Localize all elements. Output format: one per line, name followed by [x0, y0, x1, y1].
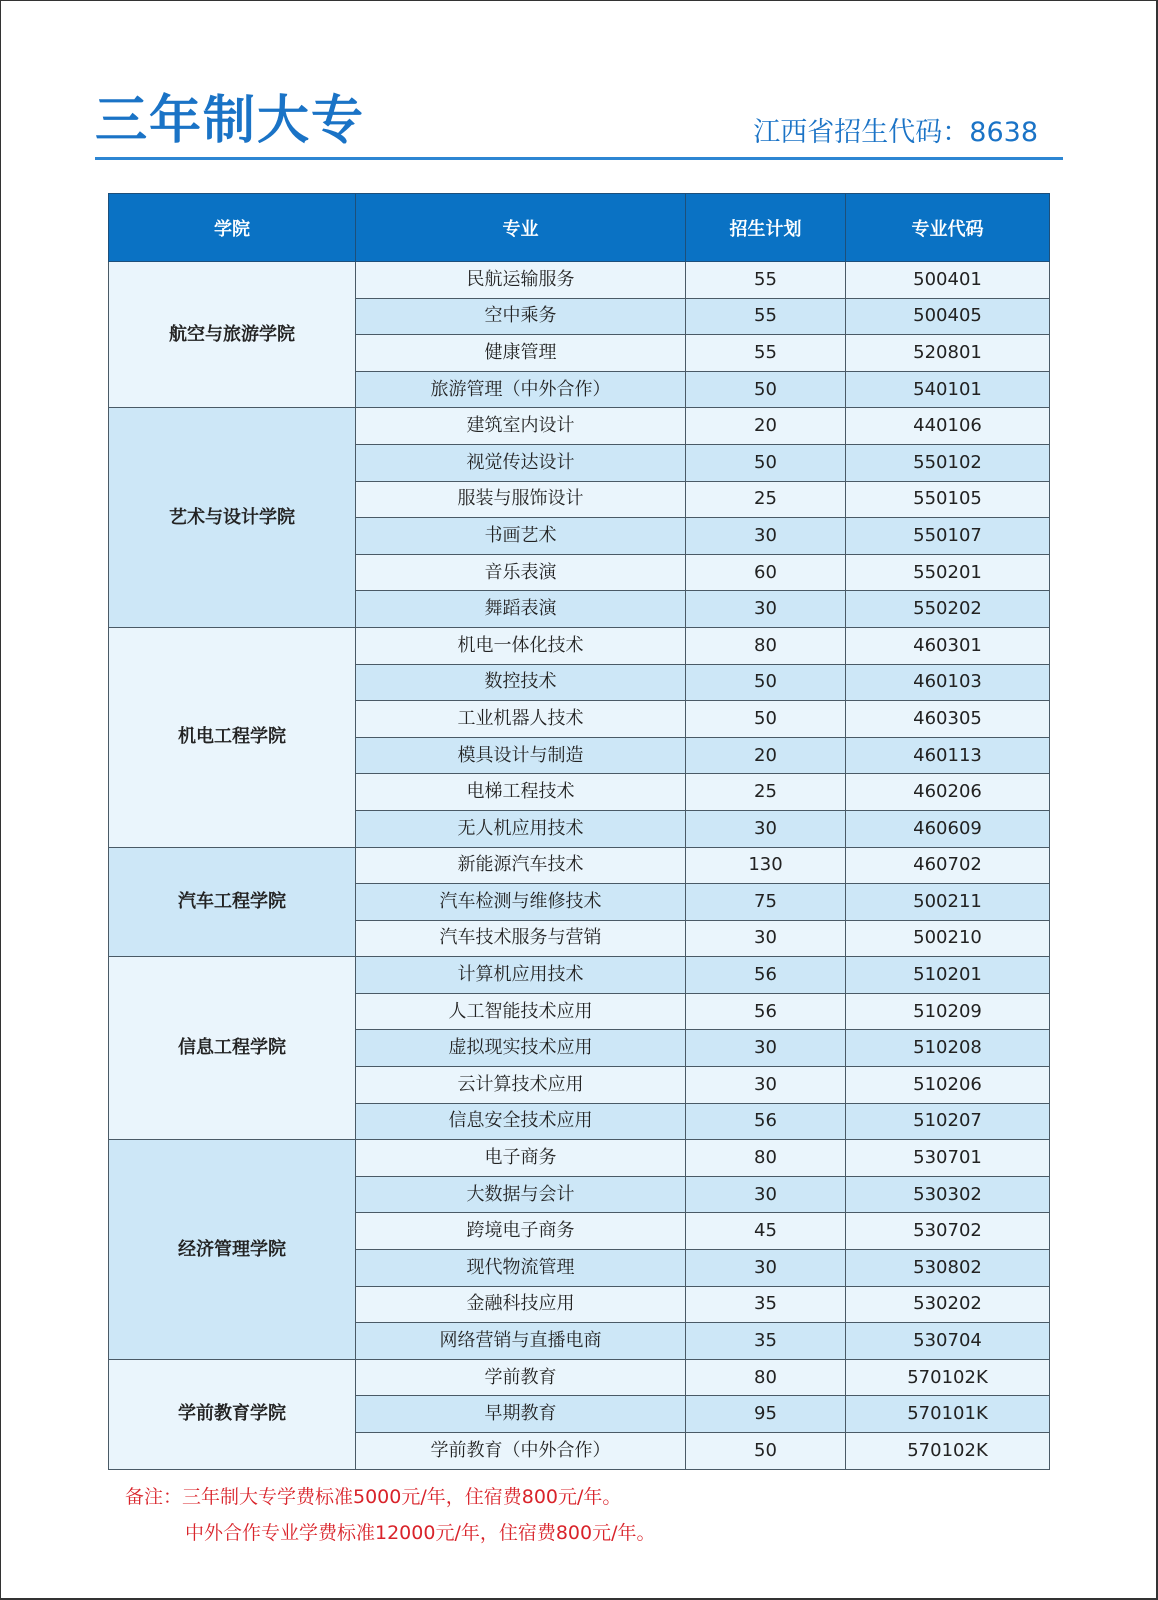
major-cell: 现代物流管理 — [356, 1250, 686, 1287]
major-cell: 金融科技应用 — [356, 1286, 686, 1323]
major-cell: 人工智能技术应用 — [356, 993, 686, 1030]
code-cell: 510207 — [846, 1103, 1050, 1140]
header-college: 学院 — [109, 194, 356, 262]
header-row — [109, 194, 1050, 262]
code-cell: 570101K — [846, 1396, 1050, 1433]
plan-cell: 25 — [686, 481, 846, 518]
major-cell: 建筑室内设计 — [356, 408, 686, 445]
major-cell: 模具设计与制造 — [356, 737, 686, 774]
plan-cell: 75 — [686, 884, 846, 921]
college-cell: 航空与旅游学院 — [109, 262, 356, 408]
major-cell: 跨境电子商务 — [356, 1213, 686, 1250]
major-cell: 民航运输服务 — [356, 262, 686, 299]
major-cell: 工业机器人技术 — [356, 701, 686, 738]
college-cell: 学前教育学院 — [109, 1359, 356, 1469]
code-cell: 550105 — [846, 481, 1050, 518]
plan-cell: 50 — [686, 664, 846, 701]
major-cell: 空中乘务 — [356, 298, 686, 335]
plan-cell: 55 — [686, 298, 846, 335]
table-body — [109, 262, 1050, 1470]
plan-cell: 56 — [686, 957, 846, 994]
major-cell: 虚拟现实技术应用 — [356, 1030, 686, 1067]
plan-cell: 55 — [686, 335, 846, 372]
code-cell: 540101 — [846, 371, 1050, 408]
plan-cell: 80 — [686, 1140, 846, 1177]
major-cell: 机电一体化技术 — [356, 627, 686, 664]
plan-cell: 56 — [686, 1103, 846, 1140]
major-cell: 汽车检测与维修技术 — [356, 884, 686, 921]
code-cell: 460103 — [846, 664, 1050, 701]
code-cell: 530702 — [846, 1213, 1050, 1250]
plan-cell: 25 — [686, 774, 846, 811]
college-cell: 经济管理学院 — [109, 1140, 356, 1360]
code-cell: 570102K — [846, 1433, 1050, 1470]
major-cell: 音乐表演 — [356, 554, 686, 591]
page-title: 三年制大专 — [95, 90, 366, 151]
remarks — [125, 1479, 656, 1551]
major-cell: 网络营销与直播电商 — [356, 1323, 686, 1360]
major-cell: 旅游管理（中外合作） — [356, 371, 686, 408]
code-cell: 500211 — [846, 884, 1050, 921]
code-cell: 550201 — [846, 554, 1050, 591]
major-cell: 信息安全技术应用 — [356, 1103, 686, 1140]
plan-cell: 50 — [686, 701, 846, 738]
code-cell: 510206 — [846, 1067, 1050, 1104]
major-cell: 服装与服饰设计 — [356, 481, 686, 518]
major-cell: 计算机应用技术 — [356, 957, 686, 994]
table-row — [109, 627, 1050, 664]
code-cell: 510201 — [846, 957, 1050, 994]
table-row — [109, 847, 1050, 884]
code-cell: 500401 — [846, 262, 1050, 299]
major-cell: 数控技术 — [356, 664, 686, 701]
plan-cell: 80 — [686, 627, 846, 664]
header-code: 专业代码 — [846, 194, 1050, 262]
plan-cell: 30 — [686, 1030, 846, 1067]
remark-line-2: 中外合作专业学费标准12000元/年，住宿费800元/年。 — [185, 1522, 656, 1544]
code-cell: 530302 — [846, 1176, 1050, 1213]
plan-cell: 95 — [686, 1396, 846, 1433]
code-cell: 530701 — [846, 1140, 1050, 1177]
major-cell: 学前教育（中外合作） — [356, 1433, 686, 1470]
major-cell: 视觉传达设计 — [356, 444, 686, 481]
plan-cell: 30 — [686, 920, 846, 957]
code-cell: 460609 — [846, 810, 1050, 847]
code-cell: 500405 — [846, 298, 1050, 335]
major-cell: 书画艺术 — [356, 518, 686, 555]
enrollment-table — [108, 193, 1050, 1470]
major-cell: 舞蹈表演 — [356, 591, 686, 628]
plan-cell: 50 — [686, 1433, 846, 1470]
plan-cell: 35 — [686, 1286, 846, 1323]
code-cell: 530704 — [846, 1323, 1050, 1360]
plan-cell: 35 — [686, 1323, 846, 1360]
plan-cell: 130 — [686, 847, 846, 884]
code-cell: 460301 — [846, 627, 1050, 664]
code-cell: 550107 — [846, 518, 1050, 555]
code-cell: 460113 — [846, 737, 1050, 774]
plan-cell: 45 — [686, 1213, 846, 1250]
major-cell: 无人机应用技术 — [356, 810, 686, 847]
college-cell: 艺术与设计学院 — [109, 408, 356, 628]
code-cell: 440106 — [846, 408, 1050, 445]
header-major: 专业 — [356, 194, 686, 262]
code-cell: 500210 — [846, 920, 1050, 957]
major-cell: 云计算技术应用 — [356, 1067, 686, 1104]
table-header — [109, 194, 1050, 262]
code-cell: 550202 — [846, 591, 1050, 628]
college-cell: 机电工程学院 — [109, 627, 356, 847]
table-row — [109, 1359, 1050, 1396]
major-cell: 学前教育 — [356, 1359, 686, 1396]
code-cell: 460206 — [846, 774, 1050, 811]
code-cell: 570102K — [846, 1359, 1050, 1396]
college-cell: 汽车工程学院 — [109, 847, 356, 957]
province-code: 江西省招生代码：8638 — [753, 117, 1038, 148]
plan-cell: 60 — [686, 554, 846, 591]
remark-line-1: 备注：三年制大专学费标准5000元/年，住宿费800元/年。 — [125, 1486, 622, 1508]
college-cell: 信息工程学院 — [109, 957, 356, 1140]
code-cell: 510209 — [846, 993, 1050, 1030]
code-cell: 530802 — [846, 1250, 1050, 1287]
code-cell: 460702 — [846, 847, 1050, 884]
major-cell: 早期教育 — [356, 1396, 686, 1433]
plan-cell: 55 — [686, 262, 846, 299]
major-cell: 汽车技术服务与营销 — [356, 920, 686, 957]
code-cell: 550102 — [846, 444, 1050, 481]
code-cell: 520801 — [846, 335, 1050, 372]
plan-cell: 30 — [686, 591, 846, 628]
plan-cell: 20 — [686, 737, 846, 774]
major-cell: 大数据与会计 — [356, 1176, 686, 1213]
table-row — [109, 957, 1050, 994]
plan-cell: 56 — [686, 993, 846, 1030]
code-cell: 530202 — [846, 1286, 1050, 1323]
table-row — [109, 408, 1050, 445]
plan-cell: 30 — [686, 1067, 846, 1104]
plan-cell: 30 — [686, 810, 846, 847]
major-cell: 电子商务 — [356, 1140, 686, 1177]
plan-cell: 20 — [686, 408, 846, 445]
code-cell: 510208 — [846, 1030, 1050, 1067]
major-cell: 健康管理 — [356, 335, 686, 372]
plan-cell: 30 — [686, 1176, 846, 1213]
major-cell: 新能源汽车技术 — [356, 847, 686, 884]
title-divider — [95, 157, 1063, 160]
plan-cell: 30 — [686, 518, 846, 555]
code-cell: 460305 — [846, 701, 1050, 738]
plan-cell: 50 — [686, 444, 846, 481]
header-plan: 招生计划 — [686, 194, 846, 262]
plan-cell: 30 — [686, 1250, 846, 1287]
table-row — [109, 1140, 1050, 1177]
table-row — [109, 262, 1050, 299]
plan-cell: 80 — [686, 1359, 846, 1396]
plan-cell: 50 — [686, 371, 846, 408]
major-cell: 电梯工程技术 — [356, 774, 686, 811]
